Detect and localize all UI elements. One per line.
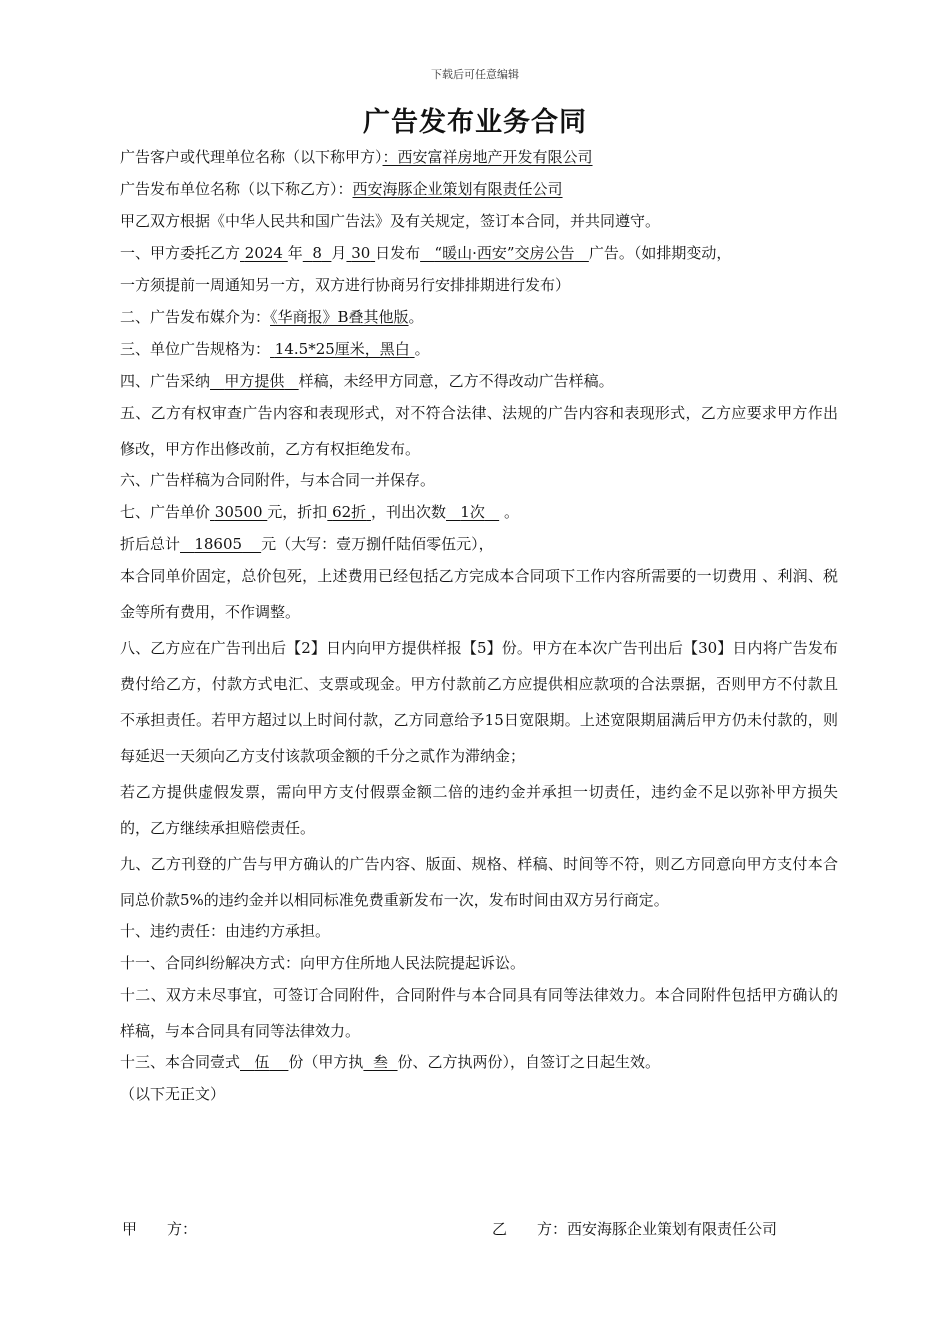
- party-a-label: 广告客户或代理单位名称（以下称甲方）: [120, 148, 383, 166]
- party-a-name: ：西安富祥房地产开发有限公司: [382, 148, 593, 166]
- clause-2: [120, 304, 838, 331]
- clause-1-line-2: 一方须提前一周通知另一方，双方进行协商另行安排排期进行发布）: [120, 276, 571, 294]
- clause-3: [120, 336, 838, 363]
- ad-name: [420, 244, 589, 262]
- total-suffix: 元（大写：壹万捌仟陆佰零伍元），: [261, 535, 494, 553]
- party-b-name: 西安海豚企业策划有限责任公司: [352, 180, 563, 198]
- unit-price-value: 30500: [214, 503, 263, 521]
- total-prefix: 折后总计: [120, 535, 181, 553]
- day-unit: 日发布: [375, 244, 421, 262]
- clause-7-prefix: 七、广告单价: [120, 503, 211, 521]
- clause-6: 六、广告样稿为合同附件，与本合同一并保存。: [120, 471, 436, 489]
- total-amount: [180, 535, 261, 553]
- times-label: ，刊出次数: [370, 503, 446, 521]
- clause-5: 五、乙方有权审查广告内容和表现形式，对不符合法律、法规的广告内容和表现形式，乙方应要求甲方作出修改，甲方作出修改前，乙方有权拒绝发布。: [120, 404, 838, 458]
- clause-3-prefix: 三、单位广告规格为：: [120, 340, 271, 358]
- total-line: [120, 531, 838, 558]
- clause-2-prefix: 二、广告发布媒介为：: [120, 308, 271, 326]
- clause-9: 九、乙方刊登的广告与甲方确认的广告内容、版面、规格、样稿、时间等不符，则乙方同意向甲方支付本合同总价款5%的违约金并以相同标准免费重新发布一次，发布时间由双方另行商定。: [120, 855, 838, 909]
- month-unit: 月: [331, 244, 347, 262]
- ad-name-value: “暖山·西安”交房公告: [434, 244, 575, 262]
- clause-3-suffix: 。: [414, 340, 430, 358]
- discount: [327, 503, 371, 521]
- clause-13: [120, 1049, 838, 1076]
- party-a-line: [120, 144, 838, 171]
- publish-times: [446, 503, 499, 521]
- party-b-line: [120, 176, 838, 203]
- clause-13-middle: 份（甲方执: [288, 1053, 364, 1071]
- party-b-label: 广告发布单位名称（以下称乙方）：: [120, 180, 353, 198]
- price-unit: 元，折扣: [267, 503, 328, 521]
- clause-11: 十一、合同纠纷解决方式：向甲方住所地人民法院提起诉讼。: [120, 954, 526, 972]
- party-b-signature: [492, 1218, 777, 1239]
- clause-7: [120, 499, 838, 526]
- publish-month-value: 8: [312, 244, 322, 262]
- party-a-signature-label: 甲 方：: [122, 1220, 198, 1238]
- draft-source: [210, 372, 299, 390]
- clause-10: 十、违约责任：由违约方承担。: [120, 922, 331, 940]
- clause-4-prefix: 四、广告采纳: [120, 372, 211, 390]
- clause-4-suffix: 样稿，未经甲方同意，乙方不得改动广告样稿。: [298, 372, 614, 390]
- publish-year-value: 2024: [244, 244, 283, 262]
- clause-1-prefix: 一、甲方委托乙方: [120, 244, 241, 262]
- year-unit: 年: [287, 244, 303, 262]
- party-a-copies-value: 叁: [372, 1053, 388, 1071]
- party-b-signature-label: 乙 方：: [492, 1220, 568, 1238]
- contract-body: [120, 144, 838, 1108]
- party-b-signature-value: 西安海豚企业策划有限责任公司: [567, 1220, 778, 1238]
- clause-13-prefix: 十三、本合同壹式: [120, 1053, 241, 1071]
- party-a-signature: [122, 1218, 197, 1239]
- unit-price: [210, 503, 267, 521]
- clause-12: 十二、双方未尽事宜，可签订合同附件，合同附件与本合同具有同等法律效力。本合同附件包括甲方确认的样稿，与本合同具有同等法律效力。: [120, 986, 838, 1040]
- clause-1-suffix: 广告。（如排期变动，: [588, 244, 732, 262]
- spec-value: [270, 340, 415, 358]
- fixed-price-text: 本合同单价固定，总价包死，上述费用已经包括乙方完成本合同项下工作内容所需要的一切费用 、利润、税金等所有费用，不作调整。: [120, 567, 838, 621]
- total-amount-value: 18605: [194, 535, 243, 553]
- contract-title: 广告发布业务合同: [363, 107, 587, 138]
- discount-value: 62折: [332, 503, 367, 521]
- total-copies-value: 伍: [254, 1053, 270, 1071]
- clause-2-suffix: 。: [408, 308, 424, 326]
- publish-day: [346, 244, 375, 262]
- publish-month: [303, 244, 332, 262]
- clause-8: 八、乙方应在广告刊出后【2】日内向甲方提供样报【5】份。甲方在本次广告刊出后【30】日内将广告发布费付给乙方，付款方式电汇、支票或现金。甲方付款前乙方应提供相应款项的合法票据，否则甲方不付款且不承担责任。若甲方超过以上时间付款，乙方同意给予15日宽限期。上述宽限期届满后甲方仍未付款的，则每延迟一天须向乙方支付该款项金额的千分之贰作为滞纳金；: [120, 639, 838, 765]
- draft-source-value: 甲方提供: [224, 372, 285, 390]
- media-value: 《华商报》B叠其他版: [270, 308, 409, 326]
- clause-1: [120, 240, 838, 267]
- header-note: 下载后可任意编辑: [431, 68, 519, 81]
- clause-8-continued: 若乙方提供虚假发票，需向甲方支付假票金额二倍的违约金并承担一切责任，违约金不足以弥补甲方损失的，乙方继续承担赔偿责任。: [120, 783, 838, 837]
- intro-text: 甲乙双方根据《中华人民共和国广告法》及有关规定，签订本合同，并共同遵守。: [120, 212, 661, 230]
- end-note: （以下无正文）: [120, 1085, 226, 1103]
- total-copies: [240, 1053, 288, 1071]
- spec-value-text: 14.5*25厘米，黑白: [274, 340, 410, 358]
- clause-7-suffix: 。: [503, 503, 519, 521]
- clause-4: [120, 368, 838, 395]
- publish-times-value: 1次: [460, 503, 485, 521]
- publish-day-value: 30: [351, 244, 371, 262]
- clause-13-suffix: 份、乙方执两份），自签订之日起生效。: [397, 1053, 661, 1071]
- party-a-copies: [363, 1053, 397, 1071]
- publish-year: [240, 244, 288, 262]
